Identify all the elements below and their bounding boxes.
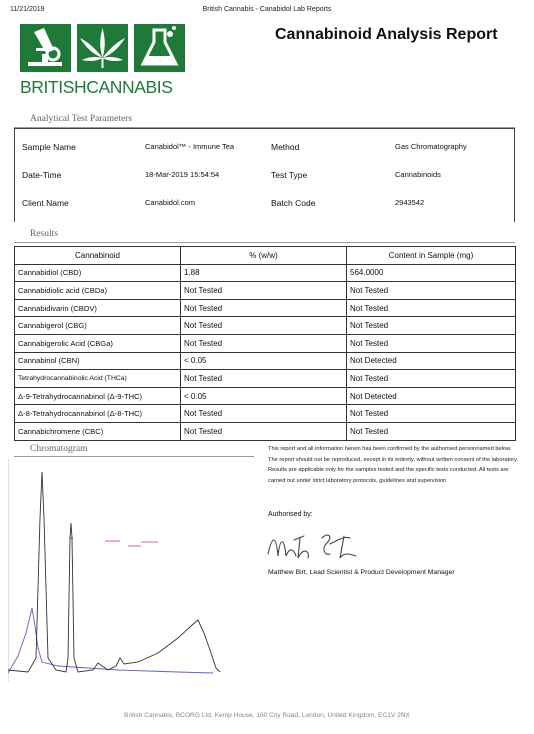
table-row [15, 405, 516, 423]
table-cell: Cannabidiolic acid (CBDa) [15, 282, 181, 300]
chromatogram-trace-black [8, 472, 220, 672]
report-title: Cannabinoid Analysis Report [275, 26, 498, 43]
microscope-icon [20, 24, 71, 72]
param-row [15, 133, 514, 161]
results-table [14, 246, 516, 441]
table-cell: Cannabinol (CBN) [15, 352, 181, 370]
param-row [15, 161, 514, 189]
table-cell: Not Tested [181, 317, 347, 335]
footer-address: British Cannabis, BCORG Ltd, Kemp House, 160 City Road, London, United Kingdom, EC1V 2NX [124, 712, 410, 719]
table-cell: Not Tested [181, 405, 347, 423]
table-cell: Not Tested [181, 422, 347, 440]
signatory-name: Matthew Birt, Lead Scientist & Product Development Manager [268, 569, 455, 576]
table-cell: Not Tested [347, 422, 516, 440]
table-cell: Cannabidiol (CBD) [15, 264, 181, 282]
table-cell: Cannabichromene (CBC) [15, 422, 181, 440]
table-cell: Not Tested [347, 334, 516, 352]
column-header: % (w/w) [181, 247, 347, 265]
table-row [15, 299, 516, 317]
results-section-label: Results [30, 229, 58, 239]
param-label: Batch Code [271, 198, 316, 208]
authorisation-note: This report and all information herein has been confirmed by the authorised personnamed below. The report should not be reproduced, except in its entirety, without written consent of the laboratory. Results are applicable only for the samples tested and the specific tests conducted. All tests are carried out under strict laboratory protocols, guidelines and supervision [268, 446, 519, 484]
table-row [15, 282, 516, 300]
column-header: Cannabinoid [15, 247, 181, 265]
param-value: 2943542 [395, 198, 425, 207]
table-cell: Not Tested [347, 405, 516, 423]
table-cell: Δ-9-Tetrahydrocannabinol (Δ-9-THC) [15, 387, 181, 405]
param-row [15, 189, 514, 217]
table-row [15, 387, 516, 405]
table-cell: Not Tested [347, 317, 516, 335]
table-cell: Not Tested [181, 334, 347, 352]
param-value: 18-Mar-2019 15:54:54 [145, 170, 220, 179]
table-cell: Cannabigerol (CBG) [15, 317, 181, 335]
table-cell: < 0.05 [181, 352, 347, 370]
results-divider [14, 242, 515, 243]
param-label: Date-Time [22, 170, 62, 180]
params-section-label: Analytical Test Parameters [30, 114, 133, 124]
print-date: 11/21/2019 [10, 6, 45, 13]
param-value: Canabidol.com [145, 198, 196, 207]
table-cell: < 0.05 [181, 387, 347, 405]
flask-icon [134, 24, 185, 72]
browser-page-title: British Cannabis - Canabidol Lab Reports [202, 6, 332, 13]
handwritten-signature [264, 526, 374, 566]
param-value: Cannabinoids [395, 170, 441, 179]
table-cell: Not Tested [181, 370, 347, 388]
param-label: Client Name [22, 198, 69, 208]
table-row [15, 334, 516, 352]
table-cell: 1.88 [181, 264, 347, 282]
chromatogram-plot [8, 458, 226, 682]
param-label: Sample Name [22, 142, 76, 152]
chromatogram-divider [14, 456, 254, 457]
table-cell: Cannabigerolic Acid (CBGa) [15, 334, 181, 352]
table-row [15, 317, 516, 335]
column-header: Content in Sample (mg) [347, 247, 516, 265]
results-header-row [15, 247, 516, 265]
chromatogram-trace-blue [8, 608, 213, 673]
cannabis-leaf-icon [77, 24, 128, 72]
table-cell: Not Tested [347, 282, 516, 300]
table-row [15, 352, 516, 370]
table-cell: Δ-8-Tetrahydrocannabinol (Δ-8-THC) [15, 405, 181, 423]
test-parameters-panel [14, 128, 515, 222]
table-cell: 564.0000 [347, 264, 516, 282]
table-cell: Not Detected [347, 352, 516, 370]
table-cell: Not Tested [347, 370, 516, 388]
param-value: Canabidol™ - Immune Tea [145, 142, 235, 151]
table-cell: Not Tested [347, 299, 516, 317]
table-cell: Not Tested [181, 282, 347, 300]
param-label: Test Type [271, 170, 308, 180]
table-row [15, 422, 516, 440]
param-value: Gas Chromatography [395, 142, 467, 151]
table-row [15, 264, 516, 282]
table-cell: Tetrahydrocannabinolic Acid (THCa) [15, 370, 181, 388]
param-label: Method [271, 142, 300, 152]
table-cell: Not Tested [181, 299, 347, 317]
table-cell: Cannabidivarin (CBDV) [15, 299, 181, 317]
authorised-by-label: Authorised by: [268, 511, 313, 518]
table-cell: Not Detected [347, 387, 516, 405]
chromatogram-section-label: Chromatogram [30, 444, 88, 454]
british-cannabis-logo [20, 24, 186, 96]
logo-wordmark: BRITISHCANNABIS [20, 77, 173, 97]
table-row [15, 370, 516, 388]
